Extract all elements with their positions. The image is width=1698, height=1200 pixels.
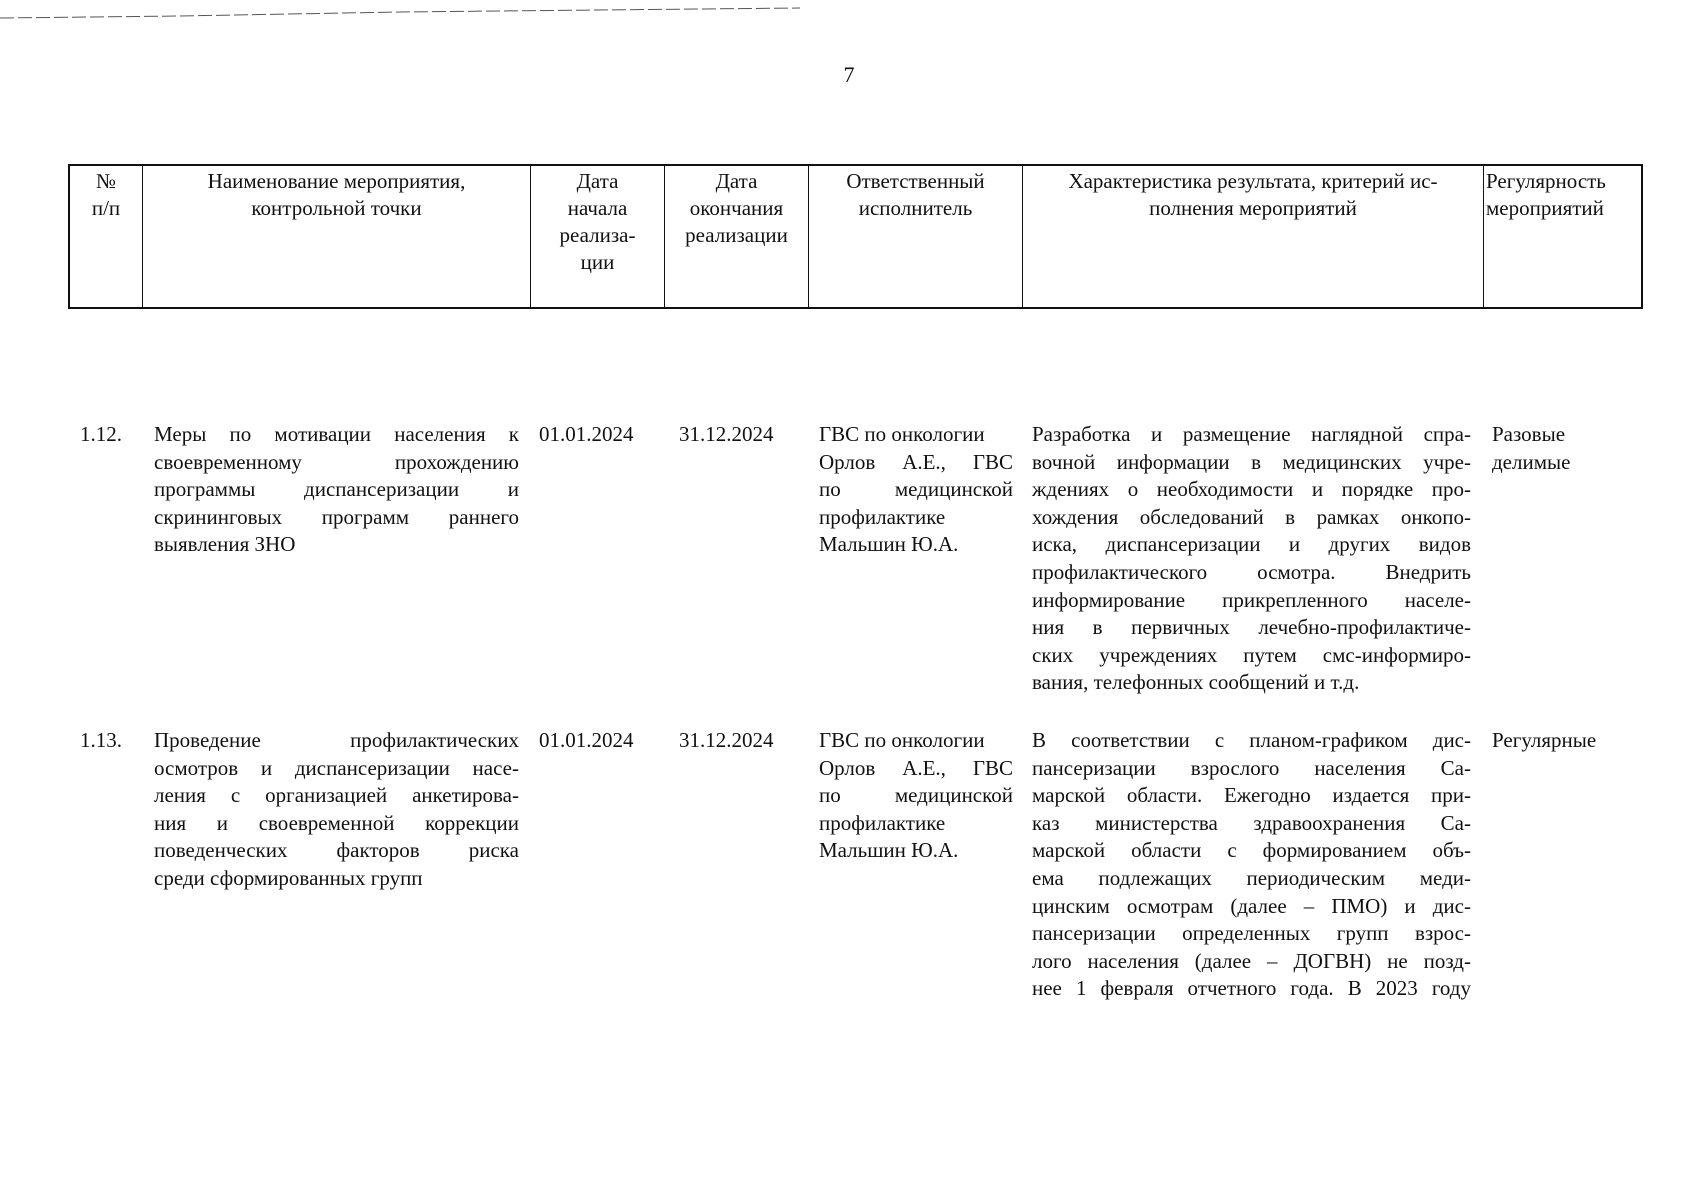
row-responsible: ГВС по онкологии Орлов А.Е., ГВС по медицинской профилактике Мальшин Ю.А. — [819, 422, 1013, 557]
row-number: 1.13. — [80, 728, 122, 752]
header-col-name: Наименование мероприятия, контрольной точки — [143, 166, 531, 307]
row-end-date: 31.12.2024 — [679, 422, 774, 446]
row-number: 1.12. — [80, 422, 122, 446]
header-col-regularity: Регулярность мероприятий — [1486, 169, 1606, 220]
row-name: Проведение профилактических осмотров и диспансеризации насе- ления с организацией анкетирова- ния и своевременной коррекции поведенческих факторов риска среди сформированных групп — [154, 728, 519, 890]
header-col-result: Характеристика результата, критерий ис- полнения мероприятий — [1023, 166, 1484, 307]
header-col-responsible: Ответственный исполнитель — [809, 166, 1023, 307]
table-row — [68, 727, 1643, 1003]
header-col-number: № п/п — [70, 166, 143, 307]
row-result: В соответствии с планом-графиком дис- пансеризации взрослого населения Са- марской области. Ежегодно издается при- каз министерства здравоохранения Са- марской области с формированием объ- ема подлежащих периодическим меди- цинским осмотрам (далее – ПМО) и дис- пансеризации определенных групп взрос- лого населения (далее – ДОГВН) не позд- нее 1 февраля отчетного года. В 2023 году — [1032, 728, 1471, 1001]
row-responsible: ГВС по онкологии Орлов А.Е., ГВС по медицинской профилактике Мальшин Ю.А. — [819, 728, 1013, 863]
row-start-date: 01.01.2024 — [539, 728, 634, 752]
header-col-start-date: Дата начала реализа- ции — [531, 166, 665, 307]
row-start-date: 01.01.2024 — [539, 422, 634, 446]
row-regularity: Разовые делимые — [1492, 422, 1571, 474]
row-regularity: Регулярные — [1492, 728, 1597, 752]
table-header — [68, 164, 1643, 309]
row-result: Разработка и размещение наглядной спра- вочной информации в медицинских учре- ждениях о необходимости и порядке про- хождения обследований в рамках онкопо- иска, диспансеризации и других видов профилактического осмотра. Внедрить информирование прикрепленного населе- ния в первичных лечебно-профилактиче- ских учреждениях путем смс-информиро- вания, телефонных сообщений и т.д. — [1032, 422, 1471, 695]
row-end-date: 31.12.2024 — [679, 728, 774, 752]
scan-edge-line — [0, 6, 800, 20]
header-col-end-date: Дата окончания реализации — [665, 166, 809, 307]
page-number: 7 — [843, 62, 855, 87]
table-row — [68, 421, 1643, 697]
row-name: Меры по мотивации населения к своевременному прохождению программы диспансеризации и скрининговых программ раннего выявления ЗНО — [154, 422, 519, 557]
